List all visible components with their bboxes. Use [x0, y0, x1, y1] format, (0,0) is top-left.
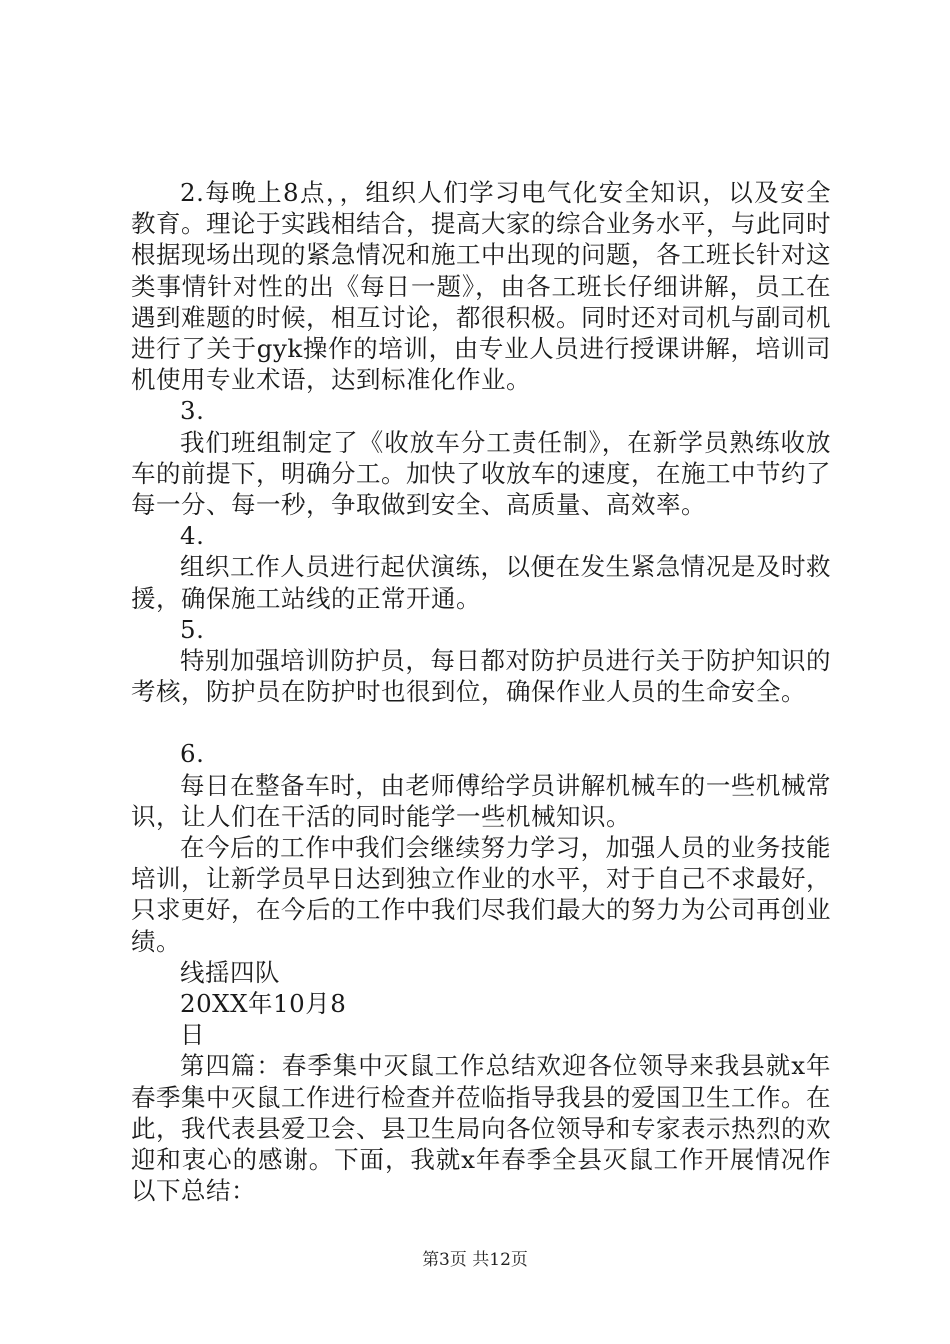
signature-team: 线揺四队 — [180, 957, 280, 987]
paragraph-item-2: 2.每晚上8点，，组织人们学习电气化安全知识，以及安全教育。理论于实践相结合，提高大家的综合业务水平，与此同时根据现场出现的紧急情况和施工中出现的问题，各工班长针对这类事情针对性的出《每日一题》，由各工班长仔细讲解，员工在遇到难题的时候，相互讨论，都很积极。同时还对司机与副司机进行了关于gyk操作的培训，由专业人员进行授课讲解，培训司机使用专业术语，达到标准化作业。 — [131, 178, 831, 395]
paragraph-chapter-4-intro: 第四篇：春季集中灭鼠工作总结欢迎各位领导来我县就x年春季集中灭鼠工作进行检查并莅临指导我县的爱国卫生工作。在此，我代表县爱卫会、县卫生局向各位领导和专家表示热烈的欢迎和衷心的感谢。下面，我就x年春季全县灭鼠工作开展情况作以下总结： — [131, 1051, 831, 1206]
paragraph-number-5: 5. — [180, 614, 205, 644]
paragraph-number-3: 3. — [180, 396, 205, 426]
paragraph-item-5: 特别加强培训防护员，每日都对防护员进行关于防护知识的考核，防护员在防护时也很到位，确保作业人员的生命安全。 — [131, 646, 831, 707]
paragraph-item-4: 组织工作人员进行起伏演练，以便在发生紧急情况是及时救援，确保施工站线的正常开通。 — [131, 552, 831, 613]
paragraph-number-4: 4. — [180, 521, 205, 551]
paragraph-item-3: 我们班组制定了《收放车分工责任制》，在新学员熟练收放车的前提下，明确分工。加快了收放车的速度，在施工中节约了每一分、每一秒，争取做到安全、高质量、高效率。 — [131, 427, 831, 520]
page-footer: 第3页 共12页 — [422, 1250, 528, 1270]
document-body — [131, 177, 831, 1207]
paragraph-conclusion: 在今后的工作中我们会继续努力学习，加强人员的业务技能培训，让新学员早日达到独立作业的水平，对于自己不求最好，只求更好，在今后的工作中我们尽我们最大的努力为公司再创业绩。 — [131, 833, 831, 956]
paragraph-number-6: 6. — [180, 739, 205, 769]
signature-date-day: 日 — [180, 1020, 205, 1050]
signature-date: 20XX年10月8 — [180, 989, 347, 1019]
paragraph-item-6: 每日在整备车时，由老师傅给学员讲解机械车的一些机械常识，让人们在干活的同时能学一些机械知识。 — [131, 770, 831, 831]
